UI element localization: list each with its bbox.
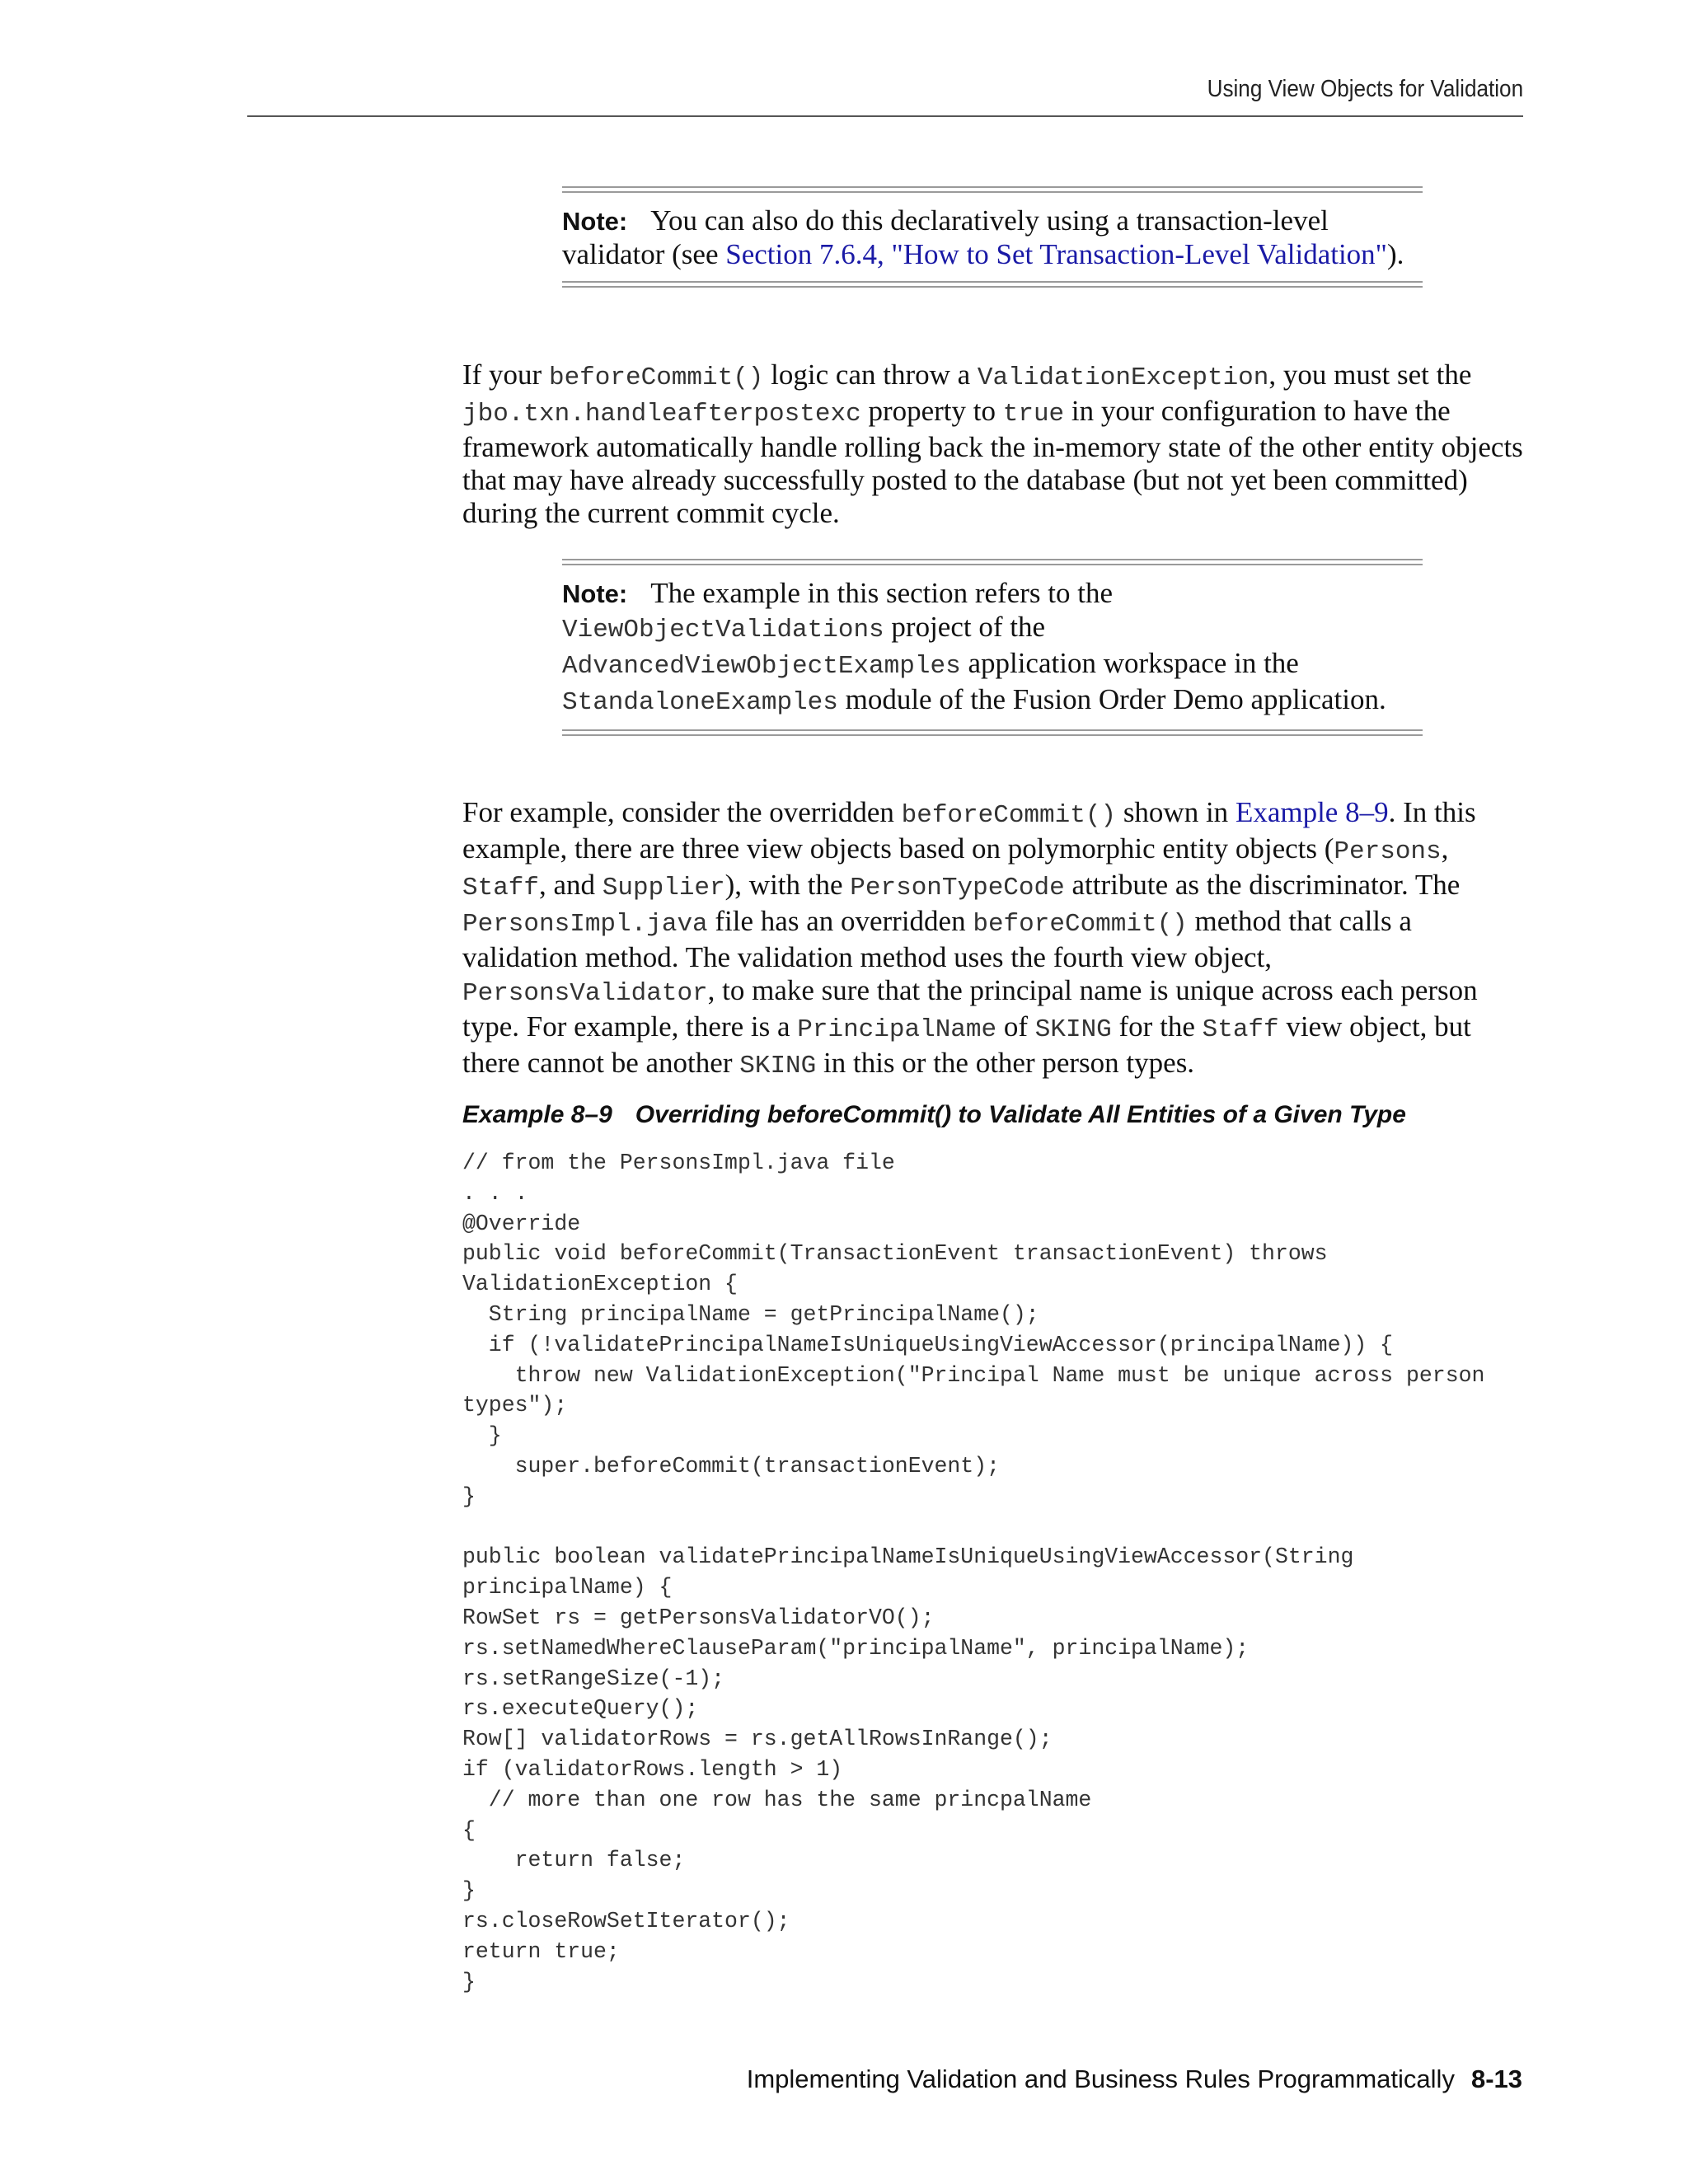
note-top-rule	[562, 186, 1423, 193]
inline-code: PersonTypeCode	[850, 874, 1065, 902]
example-caption	[462, 1101, 1406, 1129]
text: shown in	[1116, 796, 1236, 828]
note-box-transaction-validator	[562, 186, 1423, 288]
note-text: ).	[1386, 238, 1404, 270]
text: , and	[539, 869, 603, 901]
inline-code: ValidationException	[977, 363, 1269, 392]
inline-code: jbo.txn.handleafterpostexc	[462, 400, 861, 429]
note-bottom-rule	[562, 281, 1423, 288]
paragraph-before-commit-exception	[462, 359, 1530, 530]
paragraph-example-description	[462, 796, 1530, 1083]
text: module of the Fusion Order Demo application.	[837, 683, 1386, 715]
note-label: Note:	[562, 579, 628, 608]
text: file has an overridden	[707, 905, 973, 937]
inline-code: PrincipalName	[797, 1015, 997, 1044]
text: If your	[462, 359, 549, 391]
inline-code: SKING	[739, 1052, 817, 1080]
note-body	[562, 193, 1423, 281]
footer-title: Implementing Validation and Business Rules Programmatically	[746, 2064, 1455, 2093]
note-bottom-rule	[562, 729, 1423, 736]
text: of	[996, 1010, 1035, 1043]
inline-code: Persons	[1334, 837, 1442, 866]
text: application workspace in the	[960, 647, 1299, 679]
text: method that calls a validation method. The validation method uses the fourth view object,	[462, 905, 1412, 973]
running-header	[247, 76, 1523, 117]
inline-code: true	[1002, 400, 1065, 429]
note-text: You can also do this declaratively using a transaction-level validator (see	[562, 204, 1329, 270]
inline-code: Supplier	[602, 874, 725, 902]
page-footer	[747, 2064, 1522, 2094]
text: . In this example, there are three view objects based on polymorphic entity objects (	[462, 796, 1476, 865]
text: ), with the	[724, 869, 851, 901]
section-link[interactable]: Section 7.6.4, "How to Set Transaction-Level Validation"	[725, 238, 1387, 270]
example-link[interactable]: Example 8–9	[1235, 796, 1389, 828]
inline-code: beforeCommit()	[901, 801, 1117, 830]
inline-code: PersonsImpl.java	[462, 910, 708, 939]
text: , to make sure that the principal name is unique across each person type. For example, there is a	[462, 974, 1478, 1043]
example-title: Overriding beforeCommit() to Validate All Entities of a Given Type	[635, 1101, 1406, 1128]
text: ,	[1441, 832, 1449, 865]
note-box-example-project	[562, 559, 1423, 736]
text: logic can throw a	[763, 359, 978, 391]
note-body	[562, 565, 1423, 729]
inline-code: ViewObjectValidations	[562, 616, 884, 644]
note-top-rule	[562, 559, 1423, 565]
example-number: Example 8–9	[462, 1101, 612, 1128]
code-listing: // from the PersonsImpl.java file . . . @Override public void beforeCommit(TransactionEvent transactionEvent) throws ValidationException { String principalName = getPrincipalName(); if (!validatePrincipalNameIsUniqueUsingViewAccessor(principalName)) { throw new ValidationException("Principal Name must be unique across person types"); } super.beforeCommit(transactionEvent); } public boolean validatePrincipalNameIsUniqueUsingViewAccessor(String principalName) { RowSet rs = getPersonsValidatorVO(); rs.setNamedWhereClauseParam("principalName", principalName); rs.setRangeSize(-1); rs.executeQuery(); Row[] validatorRows = rs.getAllRowsInRange(); if (validatorRows.length > 1) // more than one row has the same princpalName { return false; } rs.closeRowSetIterator(); return true; }	[462, 1151, 1485, 1994]
text: For example, consider the overridden	[462, 796, 902, 828]
note-label: Note:	[562, 207, 628, 236]
text: attribute as the discriminator. The	[1064, 869, 1461, 901]
header-title: Using View Objects for Validation	[1207, 76, 1523, 102]
text: for the	[1111, 1010, 1203, 1043]
inline-code: beforeCommit()	[548, 363, 764, 392]
inline-code: beforeCommit()	[973, 910, 1188, 939]
text: in this or the other person types.	[816, 1047, 1195, 1079]
text: , you must set the	[1268, 359, 1472, 391]
inline-code: Staff	[1202, 1015, 1279, 1044]
inline-code: PersonsValidator	[462, 979, 708, 1008]
inline-code: Staff	[462, 874, 540, 902]
text: view object, but there cannot be another	[462, 1010, 1471, 1079]
text: The example in this section refers to the	[650, 577, 1114, 609]
text: property to	[860, 395, 1003, 427]
inline-code: SKING	[1034, 1015, 1112, 1044]
text: in your configuration to have the framework automatically handle rolling back the in-memory state of the other entity objects that may have already successfully posted to the database (but not yet been committed) during the current commit cycle.	[462, 395, 1523, 529]
page-number: 8-13	[1470, 2064, 1522, 2093]
inline-code: AdvancedViewObjectExamples	[562, 652, 961, 681]
inline-code: StandaloneExamples	[562, 688, 838, 717]
text: project of the	[884, 611, 1046, 643]
